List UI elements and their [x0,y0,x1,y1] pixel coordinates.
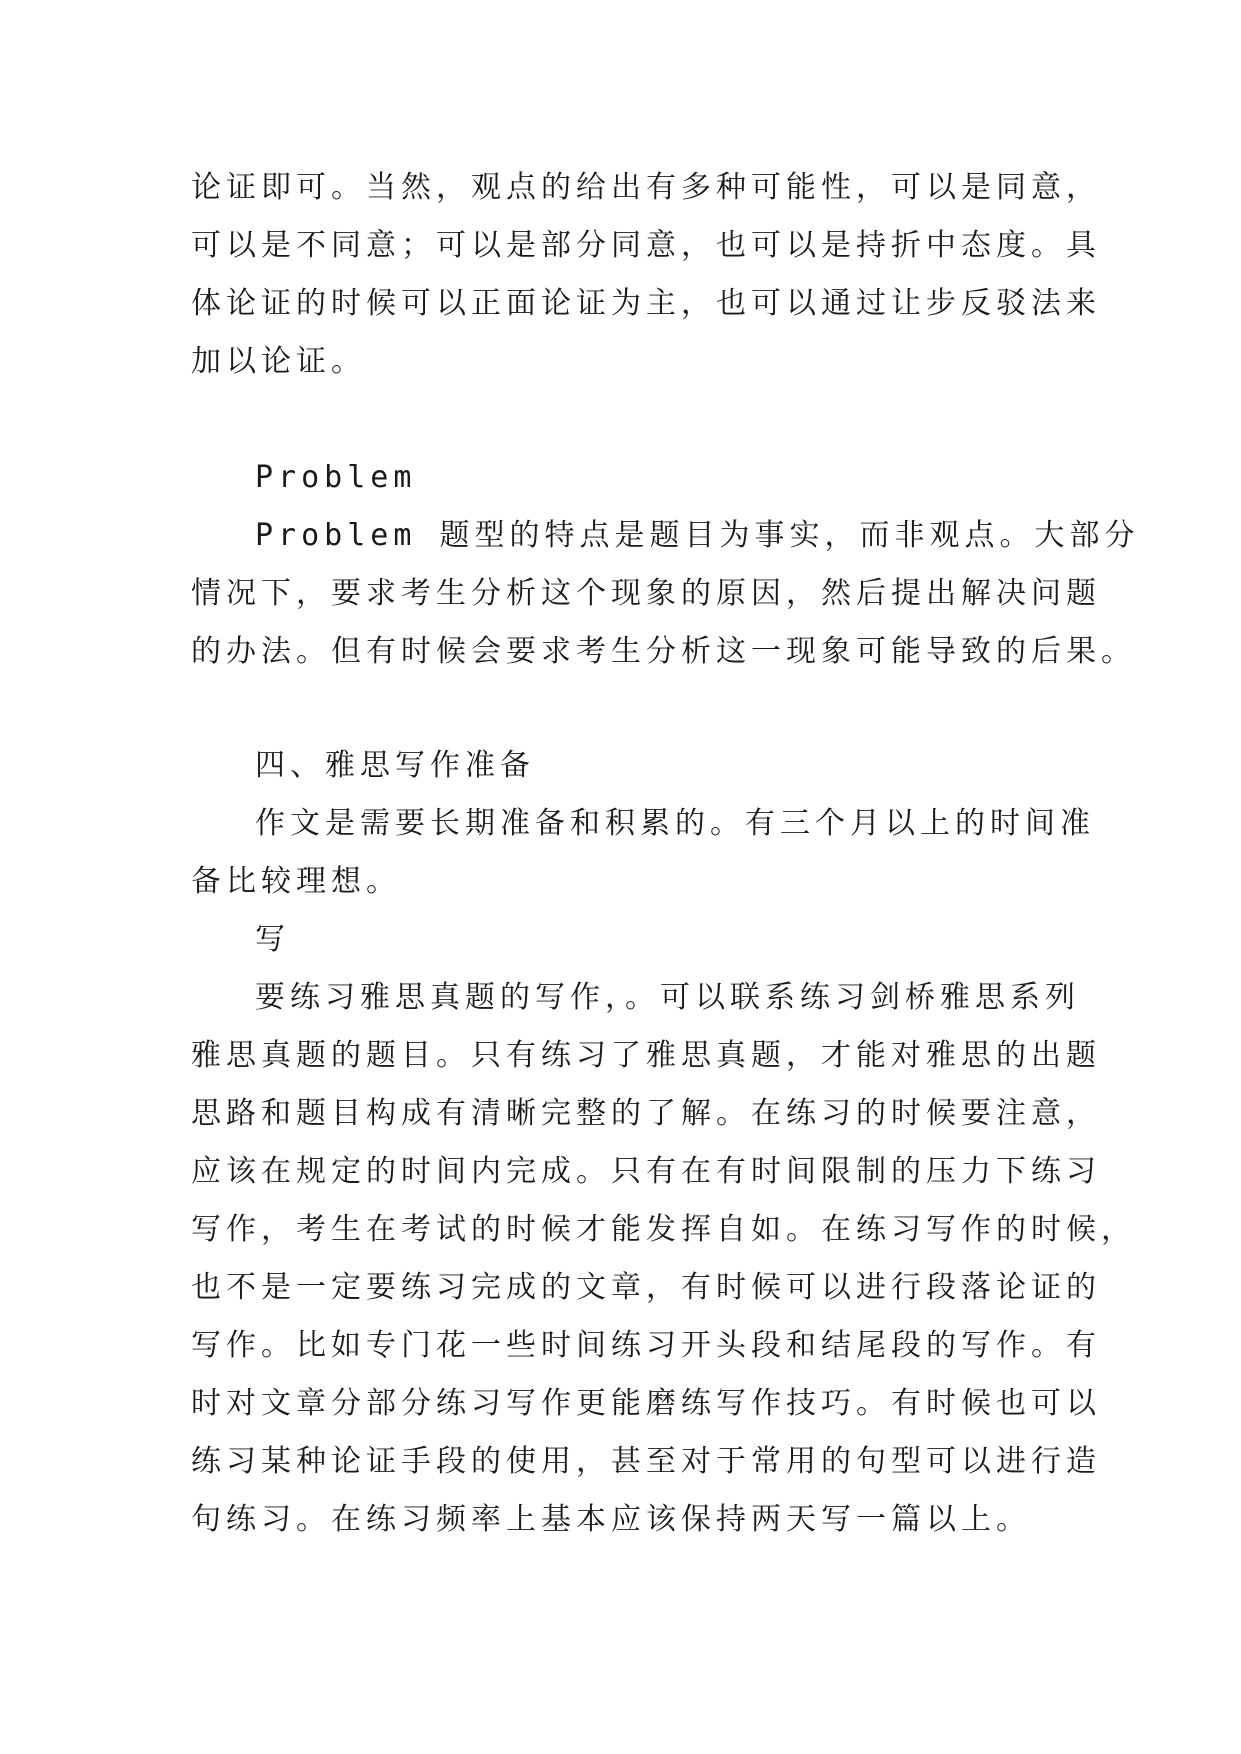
text-line: 加以论证。 [191,344,366,379]
text-line: 练习某种论证手段的使用，甚至对于常用的句型可以进行造 [191,1444,1101,1479]
text-line: 句练习。在练习频率上基本应该保持两天写一篇以上。 [191,1502,1031,1537]
text-line: 时对文章分部分练习写作更能磨练写作技巧。有时候也可以 [191,1386,1101,1421]
section-heading-preparation: 四、雅思写作准备 [255,748,535,783]
text-line: 写作，考生在考试的时候才能发挥自如。在练习写作的时候， [191,1212,1136,1247]
text-line: 备比较理想。 [191,864,401,899]
subsection-heading-write: 写 [255,922,290,957]
text-line: 体论证的时候可以正面论证为主，也可以通过让步反驳法来 [191,286,1101,321]
text-line: 情况下，要求考生分析这个现象的原因，然后提出解决问题 [191,576,1101,611]
section-heading-problem: Problem [255,460,417,495]
text-line: 论证即可。当然，观点的给出有多种可能性，可以是同意， [191,170,1101,205]
text-line: 的办法。但有时候会要求考生分析这一现象可能导致的后果。 [191,634,1136,669]
text-line: 要练习雅思真题的写作，。可以联系练习剑桥雅思系列 [255,980,1080,1015]
text-line: Problem 题型的特点是题目为事实，而非观点。大部分 [255,518,1140,553]
text-line: 写作。比如专门花一些时间练习开头段和结尾段的写作。有 [191,1328,1101,1363]
text-line: 作文是需要长期准备和积累的。有三个月以上的时间准 [255,806,1095,841]
text-line: 可以是不同意；可以是部分同意，也可以是持折中态度。具 [191,228,1101,263]
text-line: 应该在规定的时间内完成。只有在有时间限制的压力下练习 [191,1154,1101,1189]
text-line: 雅思真题的题目。只有练习了雅思真题，才能对雅思的出题 [191,1038,1101,1073]
text-line: 也不是一定要练习完成的文章，有时候可以进行段落论证的 [191,1270,1101,1305]
text-line: 思路和题目构成有清晰完整的了解。在练习的时候要注意， [191,1096,1101,1131]
